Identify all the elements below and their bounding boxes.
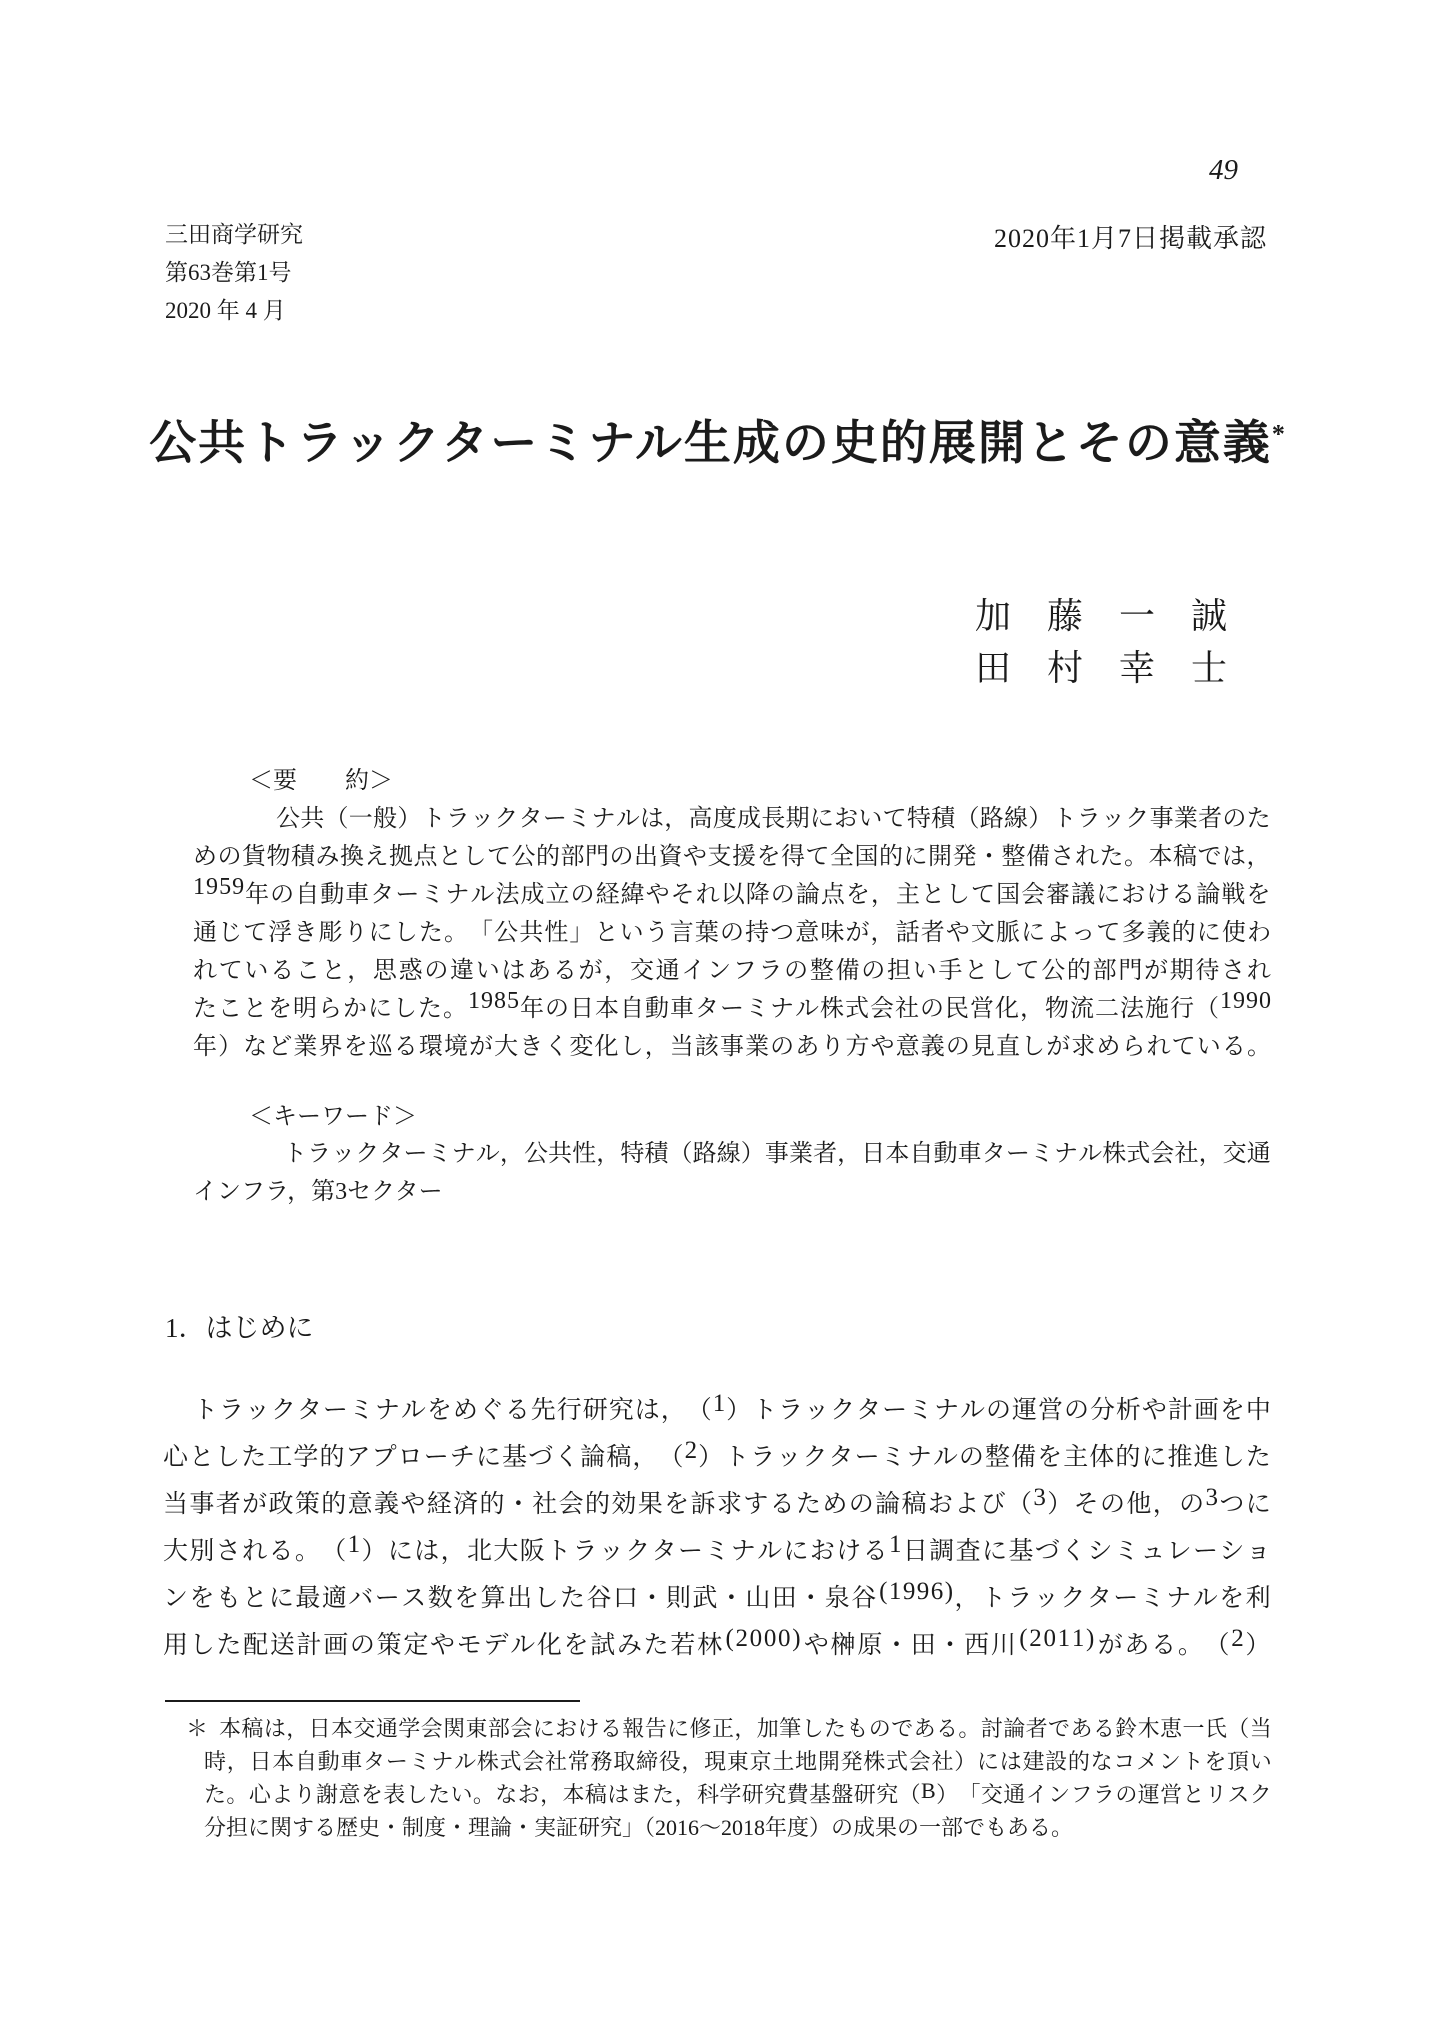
page-number: 49 (1209, 154, 1238, 186)
body-line: 用 し た 配 送 計 画 の 策 定 や モ デ ル 化 を 試 み た 若 林 ( 2 0 0 0 ) や 榊 原 ・ 田 ・ 西 川 ( 2 0 1 1 ) が あ る 。 （ 2 ） (163, 1625, 1271, 1659)
body-paragraph (163, 1390, 1271, 1672)
footnote-line: た 。 心 よ り 謝 意 を 表 し た い 。 な お ， 本 稿 は ま た ， 科 学 研 究 費 基 盤 研 究 （ B ） 「 交 通 イ ン フ ラ の 運 営 と リ ス ク (204, 1778, 1272, 1807)
footnote-line: 分担に関する歴史・制度・理論・実証研究」（2016〜2018年度）の成果の一部でもある。 (204, 1815, 1074, 1840)
abstract-line: 年 ） な ど 業 界 を 巡 る 環 境 が 大 き く 変 化 し ， 当 該 事 業 の あ り 方 や 意 義 の 見 直 し が 求 め ら れ て い る 。 (193, 1034, 1271, 1060)
journal-issue-date: 2020 年 4 月 (165, 298, 286, 323)
body-line: ン を も と に 最 適 バ ー ス 数 を 算 出 し た 谷 口 ・ 則 武 ・ 山 田 ・ 泉 谷 ( 1 9 9 6 ) ， ト ラ ッ ク タ ー ミ ナ ル を 利 (163, 1578, 1271, 1612)
author-name: 加 藤 一 誠 (974, 596, 1227, 636)
keywords-line: ト ラ ッ ク タ ー ミ ナ ル ， 公 共 性 ， 特 積 （ 路 線 ） 事 業 者 ， 日 本 自 動 車 タ ー ミ ナ ル 株 式 会 社 ， 交 通 (283, 1141, 1271, 1167)
approval-note: 2020年1月7日掲載承認 (993, 224, 1267, 253)
keywords-line: インフラ，第3セクター (193, 1179, 443, 1205)
authors-block (975, 590, 1227, 694)
footnote-block (186, 1712, 1272, 1844)
keywords-label: ＜キーワード＞ (249, 1104, 417, 1130)
keywords-body (193, 1133, 1271, 1209)
footnote-line (186, 1712, 1272, 1745)
body-line: ト ラ ッ ク タ ー ミ ナ ル を め ぐ る 先 行 研 究 は ， （ 1 ） ト ラ ッ ク タ ー ミ ナ ル の 運 営 の 分 析 や 計 画 を 中 (193, 1390, 1271, 1424)
footnote-line: 時 ， 日 本 自 動 車 タ ー ミ ナ ル 株 式 会 社 常 務 取 締 役 ， 現 東 京 土 地 開 発 株 式 会 社 ） に は 建 設 的 な コ メ ン ト を 頂 い (204, 1749, 1272, 1774)
body-line: 当 事 者 が 政 策 的 意 義 や 経 済 的 ・ 社 会 的 効 果 を 訴 求 す る た め の 論 稿 お よ び （ 3 ） そ の 他 ， の 3 つ に (163, 1484, 1271, 1518)
journal-name: 三田商学研究 (165, 222, 303, 247)
journal-header (165, 216, 303, 330)
abstract-line: れ て い る こ と ， 思 惑 の 違 い は あ る が ， 交 通 イ ン フ ラ の 整 備 の 担 い 手 と し て 公 的 部 門 が 期 待 さ れ (193, 958, 1271, 984)
abstract-body (193, 798, 1271, 1064)
abstract-line: た こ と を 明 ら か に し た 。 1 9 8 5 年 の 日 本 自 動 車 タ ー ミ ナ ル 株 式 会 社 の 民 営 化 ， 物 流 二 法 施 行 （ 1 9 9 0 (193, 988, 1271, 1022)
title-footnote-mark: * (1271, 419, 1285, 449)
paper-title (0, 406, 1434, 473)
footnote-text: 本 稿 は ， 日 本 交 通 学 会 関 東 部 会 に お け る 報 告 に 修 正 ， 加 筆 し た も の で あ る 。 討 論 者 で あ る 鈴 木 恵 一 氏 （ 当 (219, 1716, 1272, 1741)
abstract-line: め の 貨 物 積 み 換 え 拠 点 と し て 公 的 部 門 の 出 資 や 支 援 を 得 て 全 国 的 に 開 発 ・ 整 備 さ れ た 。 本 稿 で は ， (193, 844, 1271, 870)
journal-volume-issue: 第63巻第1号 (165, 260, 292, 285)
abstract-line: 通 じ て 浮 き 彫 り に し た 。 「 公 共 性 」 と い う 言 葉 の 持 つ 意 味 が ， 話 者 や 文 脈 に よ っ て 多 義 的 に 使 わ (193, 920, 1271, 946)
paper-title-text: 公共トラックターミナル生成の史的展開とその意義 (149, 418, 1272, 470)
body-line: 大 別 さ れ る 。 （ 1 ） に は ， 北 大 阪 ト ラ ッ ク タ ー ミ ナ ル に お け る 1 日 調 査 に 基 づ く シ ミ ュ レ ー シ ョ (163, 1531, 1271, 1565)
body-line: 心 と し た 工 学 的 ア プ ロ ー チ に 基 づ く 論 稿 ， （ 2 ） ト ラ ッ ク タ ー ミ ナ ル の 整 備 を 主 体 的 に 推 進 し た (163, 1437, 1271, 1471)
abstract-line: 1 9 5 9 年 の 自 動 車 タ ー ミ ナ ル 法 成 立 の 経 緯 や そ れ 以 降 の 論 点 を ， 主 と し て 国 会 審 議 に お け る 論 戦 を (193, 874, 1271, 908)
footnote-marker: ＊ (186, 1716, 209, 1741)
author-name: 田 村 幸 士 (974, 648, 1227, 688)
section-heading: 1．はじめに (165, 1313, 314, 1343)
abstract-label: ＜要 約＞ (249, 768, 393, 794)
footnote-separator (165, 1700, 580, 1702)
abstract-line: 公 共 （ 一 般 ） ト ラ ッ ク タ ー ミ ナ ル は ， 高 度 成 長 期 に お い て 特 積 （ 路 線 ） ト ラ ッ ク 事 業 者 の た (276, 806, 1271, 832)
